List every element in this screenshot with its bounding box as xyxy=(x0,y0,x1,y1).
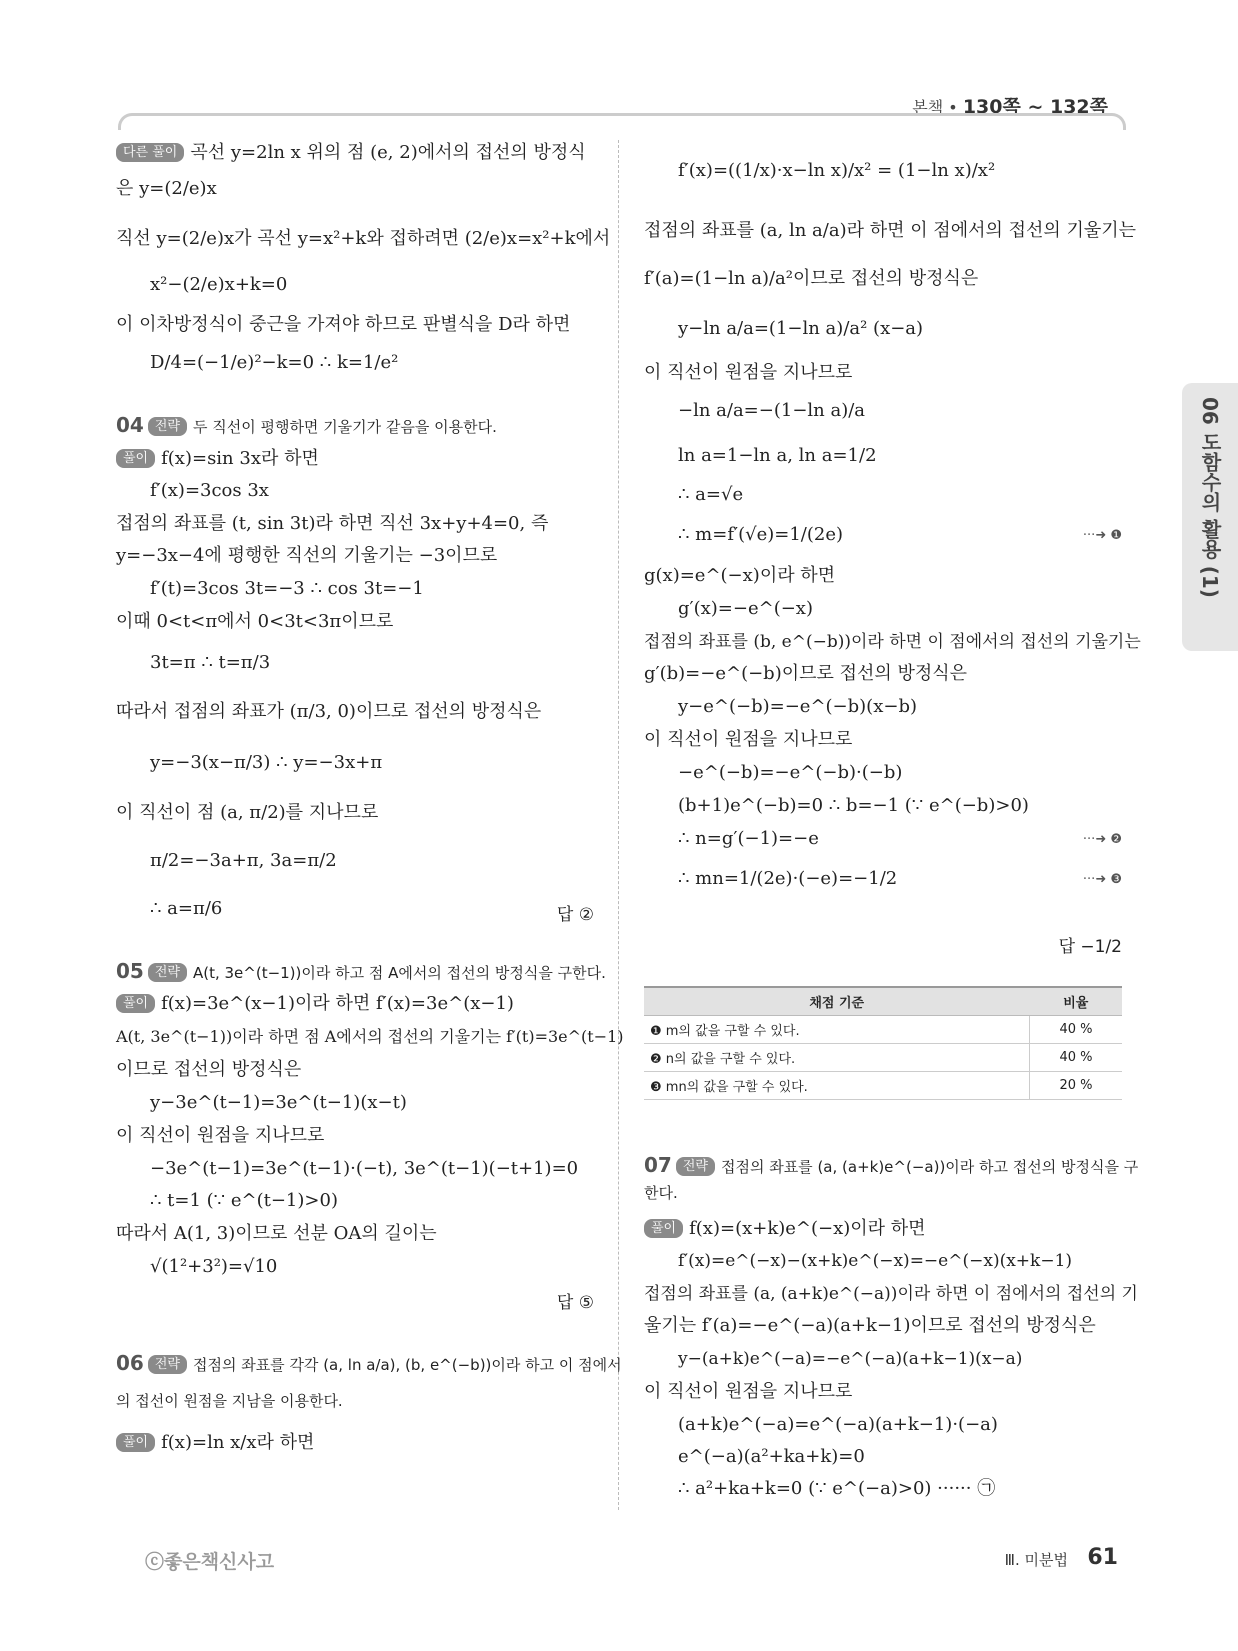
alt-solution-line: 은 y=(2/e)x xyxy=(116,178,217,199)
mark-2: ···➜ ❷ xyxy=(1082,832,1122,847)
footer-section: Ⅲ. 미분법 xyxy=(1004,1551,1068,1569)
q07-line: 울기는 f′(a)=−e^(−a)(a+k−1)이므로 접선의 방정식은 xyxy=(644,1315,1096,1336)
q05-line: 이 직선이 원점을 지나므로 xyxy=(116,1125,325,1146)
column-divider xyxy=(618,140,619,1510)
mark-3: ···➜ ❸ xyxy=(1082,872,1122,887)
q05-line: 이므로 접선의 방정식은 xyxy=(116,1059,302,1080)
scoring-table xyxy=(644,986,1122,1100)
header-pages: 130쪽 ~ 132쪽 xyxy=(962,96,1108,118)
q05-line: A(t, 3e^(t−1))이라 하면 점 A에서의 접선의 기울기는 f′(t)=3e^(t−1) xyxy=(116,1027,624,1046)
q07-line: ∴ a²+ka+k=0 (∵ e^(−a)>0) ······ ㉠ xyxy=(678,1478,996,1499)
q04-line: y=−3(x−π/3) ∴ y=−3x+π xyxy=(150,752,383,773)
q06-line: g′(x)=−e^(−x) xyxy=(678,598,813,619)
q06-line: −ln a/a=−(1−ln a)/a xyxy=(678,400,866,421)
top-rule xyxy=(118,113,1126,130)
q06-heading: 06 전략 접점의 좌표를 각각 (a, ln a/a), (b, e^(−b))이라 하고 이 점에서 xyxy=(116,1351,622,1375)
q06-line: ∴ a=√e xyxy=(678,484,744,505)
q07-line: y−(a+k)e^(−a)=−e^(−a)(a+k−1)(x−a) xyxy=(678,1349,1023,1369)
q06-line: g(x)=e^(−x)이라 하면 xyxy=(644,565,836,586)
q07-line: 이 직선이 원점을 지나므로 xyxy=(644,1381,853,1402)
q04-line: π/2=−3a+π, 3a=π/2 xyxy=(150,850,337,871)
q06-line: 이 직선이 원점을 지나므로 xyxy=(644,362,853,383)
q05-heading: 05 전략 A(t, 3e^(t−1))이라 하고 점 A에서의 접선의 방정식을 구한다. xyxy=(116,959,606,983)
q04-line: 이때 0<t<π에서 0<3t<3π이므로 xyxy=(116,611,394,632)
q07-line: e^(−a)(a²+ka+k)=0 xyxy=(678,1446,865,1467)
table-row: ❷ n의 값을 구할 수 있다. 40 % xyxy=(644,1044,1122,1072)
q06-line: g′(b)=−e^(−b)이므로 접선의 방정식은 xyxy=(644,663,968,684)
q04-line: 이 직선이 점 (a, π/2)를 지나므로 xyxy=(116,802,379,823)
q04-line: 따라서 접점의 좌표가 (π/3, 0)이므로 접선의 방정식은 xyxy=(116,701,542,722)
q04-heading: 04 전략 두 직선이 평행하면 기울기가 같음을 이용한다. xyxy=(116,413,497,437)
q04-line: ∴ a=π/6 xyxy=(150,898,223,919)
q06-line: (b+1)e^(−b)=0 ∴ b=−1 (∵ e^(−b)>0) xyxy=(678,795,1029,816)
mark-1: ···➜ ❶ xyxy=(1082,528,1122,543)
alt-solution-line: 직선 y=(2/e)x가 곡선 y=x²+k와 접하려면 (2/e)x=x²+k에서 xyxy=(116,228,611,249)
q05-answer: 답 ⑤ xyxy=(556,1293,594,1313)
alt-solution-line: 다른 풀이 곡선 y=2ln x 위의 점 (e, 2)에서의 접선의 방정식 xyxy=(116,140,586,166)
page-number: 61 xyxy=(1087,1545,1118,1570)
q05-line: ∴ t=1 (∵ e^(t−1)>0) xyxy=(150,1190,338,1211)
q04-line: f′(x)=3cos 3x xyxy=(150,480,269,501)
q06-line: −e^(−b)=−e^(−b)·(−b) xyxy=(678,762,903,783)
chapter-title: 06 도함수의 활용 (1) xyxy=(1198,397,1222,598)
q04-answer: 답 ② xyxy=(556,905,594,925)
score-header-ratio: 비율 xyxy=(1030,987,1123,1016)
score-header-criteria: 채점 기준 xyxy=(644,987,1030,1016)
alt-solution-tag: 다른 풀이 xyxy=(116,143,184,162)
q07-line: (a+k)e^(−a)=e^(−a)(a+k−1)·(−a) xyxy=(678,1414,998,1435)
q06-strategy-cont: 의 접선이 원점을 지남을 이용한다. xyxy=(116,1392,343,1410)
q07-line: f′(x)=e^(−x)−(x+k)e^(−x)=−e^(−x)(x+k−1) xyxy=(678,1251,1073,1271)
q05-line: √(1²+3²)=√10 xyxy=(150,1256,278,1277)
q05-line: −3e^(t−1)=3e^(t−1)·(−t), 3e^(t−1)(−t+1)=0 xyxy=(150,1158,579,1179)
q06-line: y−e^(−b)=−e^(−b)(x−b) xyxy=(678,696,917,717)
q06-line: ln a=1−ln a, ln a=1/2 xyxy=(678,445,877,466)
q06-line: 풀이 f(x)=ln x/x라 하면 xyxy=(116,1430,314,1456)
q04-line: y=−3x−4에 평행한 직선의 기울기는 −3이므로 xyxy=(116,545,498,566)
alt-solution-line: D/4=(−1/e)²−k=0 ∴ k=1/e² xyxy=(150,352,399,373)
page-header: 본책 • 130쪽 ~ 132쪽 xyxy=(912,96,1108,118)
q06-line: ∴ m=f′(√e)=1/(2e) xyxy=(678,524,843,545)
q06-line: y−ln a/a=(1−ln a)/a² (x−a) xyxy=(678,318,924,339)
q06-line: 접점의 좌표를 (a, ln a/a)라 하면 이 점에서의 접선의 기울기는 xyxy=(644,220,1137,241)
q06-line: 접점의 좌표를 (b, e^(−b))이라 하면 이 점에서의 접선의 기울기는 xyxy=(644,632,1141,652)
q07-line: 풀이 f(x)=(x+k)e^(−x)이라 하면 xyxy=(644,1216,926,1242)
q06-line: f′(x)=((1/x)·x−ln x)/x² = (1−ln x)/x² xyxy=(678,160,996,181)
q06-line: 이 직선이 원점을 지나므로 xyxy=(644,729,853,750)
alt-solution-line: 이 이차방정식이 중근을 가져야 하므로 판별식을 D라 하면 xyxy=(116,314,571,335)
alt-solution-line: x²−(2/e)x+k=0 xyxy=(150,274,288,295)
table-row: ❸ mn의 값을 구할 수 있다. 20 % xyxy=(644,1072,1122,1100)
q06-line: ∴ n=g′(−1)=−e xyxy=(678,828,819,849)
q05-line: 풀이 f(x)=3e^(x−1)이라 하면 f′(x)=3e^(x−1) xyxy=(116,991,514,1017)
q05-line: y−3e^(t−1)=3e^(t−1)(x−t) xyxy=(150,1092,407,1113)
table-row: ❶ m의 값을 구할 수 있다. 40 % xyxy=(644,1016,1122,1044)
publisher-logo: ⓒ좋은책신사고 xyxy=(145,1551,275,1573)
q04-line: 3t=π ∴ t=π/3 xyxy=(150,652,271,673)
q07-line: 접점의 좌표를 (a, (a+k)e^(−a))이라 하면 이 점에서의 접선의 기 xyxy=(644,1284,1138,1304)
header-label: 본책 xyxy=(912,98,944,117)
chapter-side-tab xyxy=(1182,383,1238,651)
q06-line: f′(a)=(1−ln a)/a²이므로 접선의 방정식은 xyxy=(644,268,979,289)
q04-line: f′(t)=3cos 3t=−3 ∴ cos 3t=−1 xyxy=(150,578,424,599)
q04-line: 풀이 f(x)=sin 3x라 하면 xyxy=(116,446,319,472)
q07-heading: 07 전략 접점의 좌표를 (a, (a+k)e^(−a))이라 하고 접선의 방정식을 구 xyxy=(644,1153,1139,1177)
q04-line: 접점의 좌표를 (t, sin 3t)라 하면 직선 3x+y+4=0, 즉 xyxy=(116,513,549,534)
q06-line: ∴ mn=1/(2e)·(−e)=−1/2 xyxy=(678,868,898,889)
q06-answer: 답 −1/2 xyxy=(1058,937,1122,957)
q05-line: 따라서 A(1, 3)이므로 선분 OA의 길이는 xyxy=(116,1223,437,1244)
q07-strategy-cont: 한다. xyxy=(644,1184,678,1202)
